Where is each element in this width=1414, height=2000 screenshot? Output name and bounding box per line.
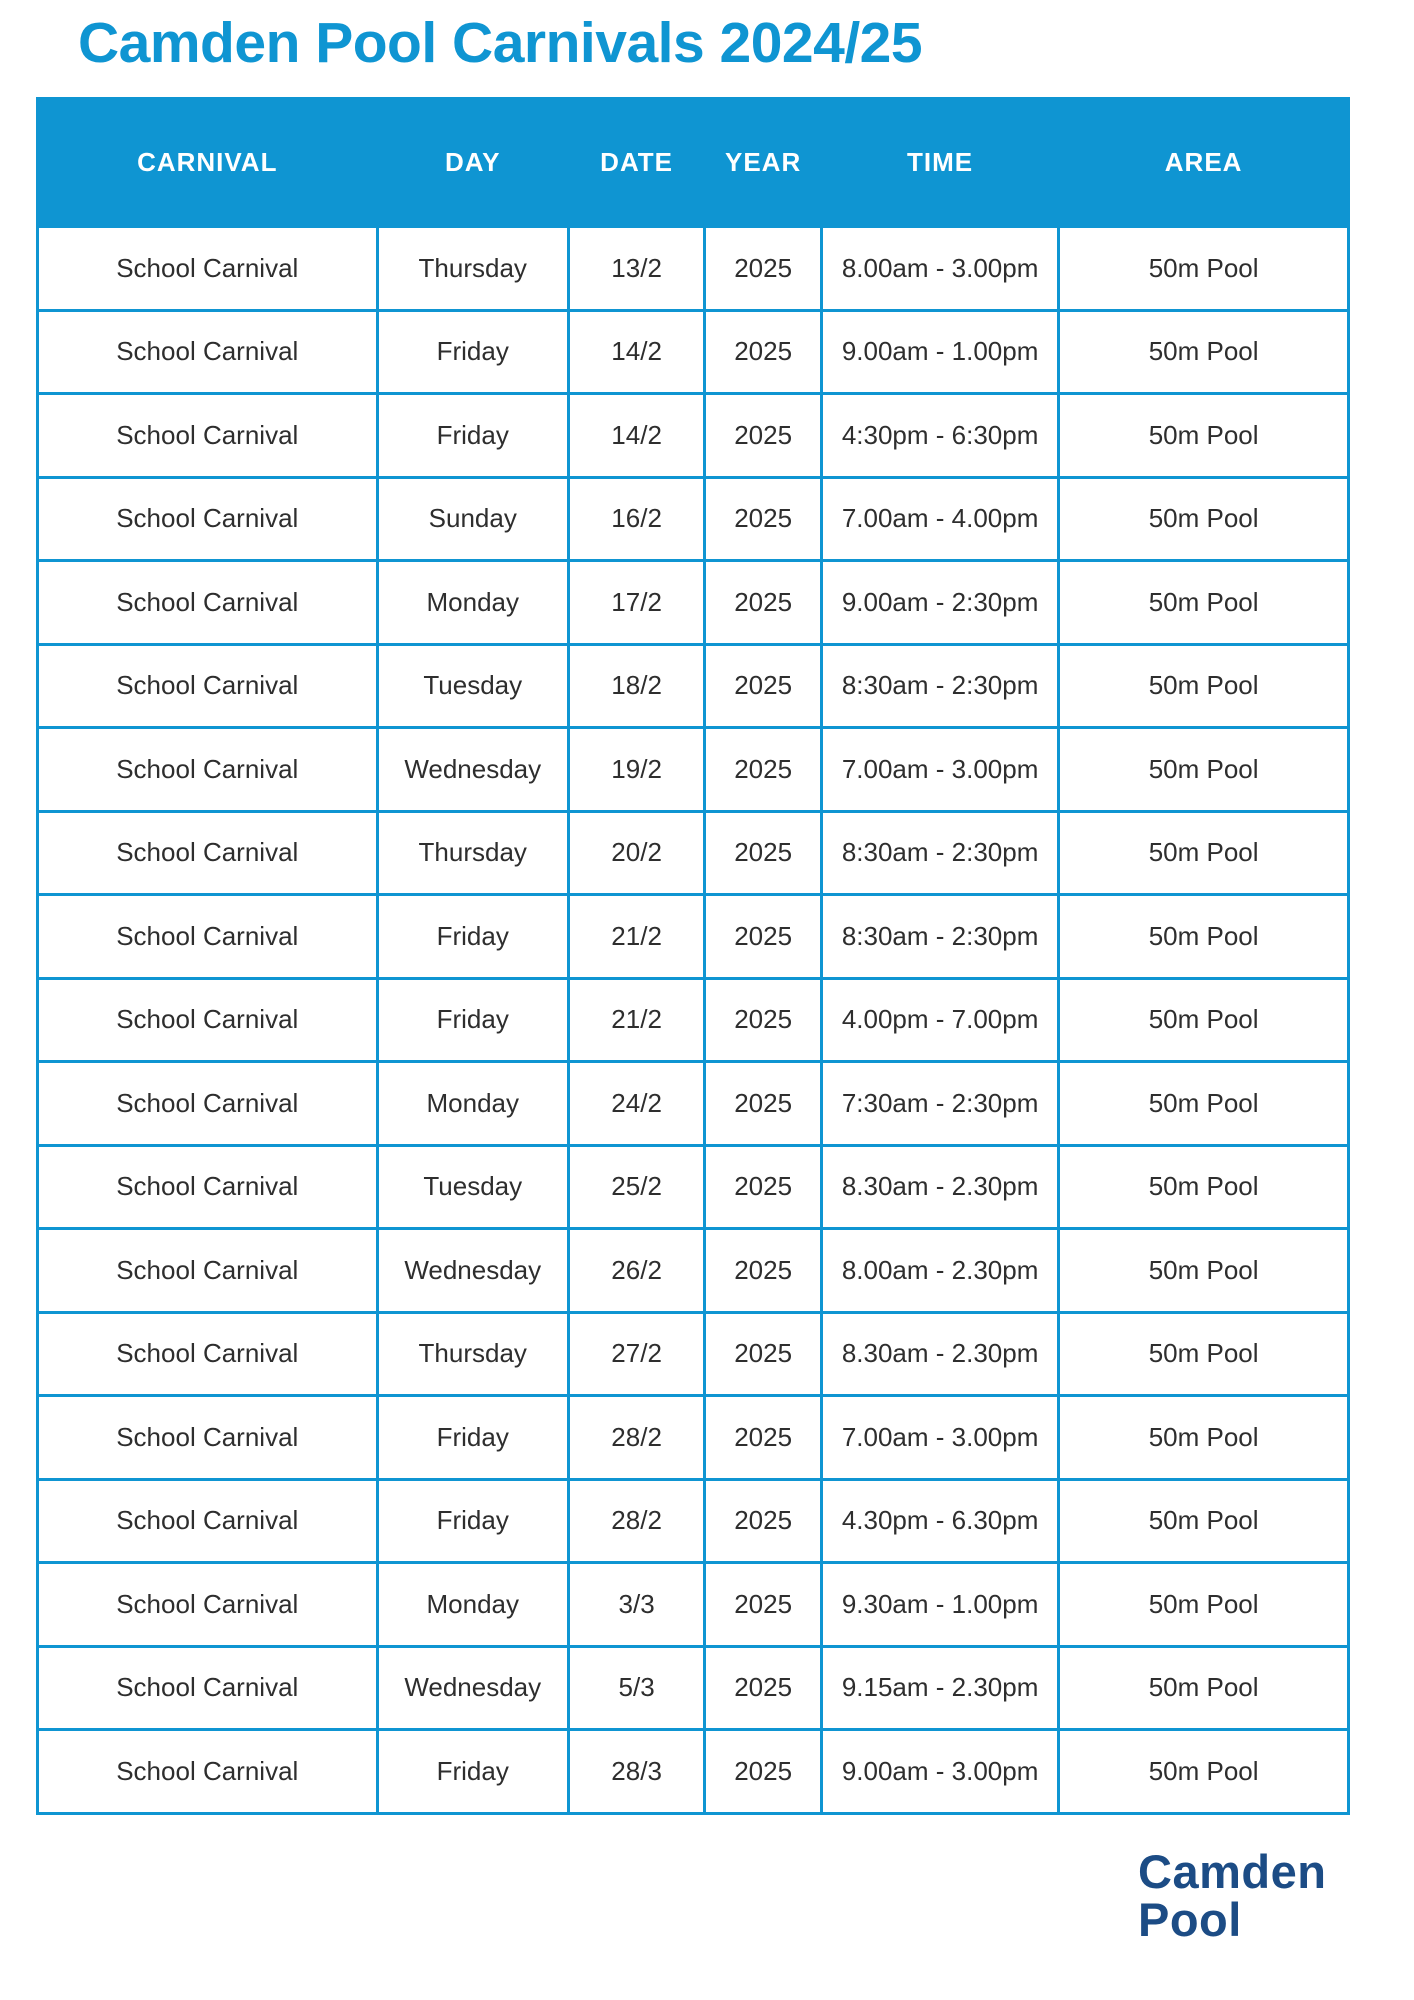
cell-area: 50m Pool <box>1059 394 1349 478</box>
cell-time: 7.00am - 4.00pm <box>821 477 1058 561</box>
cell-year: 2025 <box>705 477 822 561</box>
cell-area: 50m Pool <box>1059 227 1349 311</box>
cell-year: 2025 <box>705 1646 822 1730</box>
cell-carnival: School Carnival <box>38 1479 378 1563</box>
table-row <box>38 811 1349 895</box>
cell-carnival: School Carnival <box>38 1396 378 1480</box>
cell-time: 7.00am - 3.00pm <box>821 1396 1058 1480</box>
cell-area: 50m Pool <box>1059 1563 1349 1647</box>
cell-carnival: School Carnival <box>38 1229 378 1313</box>
cell-time: 9.30am - 1.00pm <box>821 1563 1058 1647</box>
cell-year: 2025 <box>705 1229 822 1313</box>
cell-carnival: School Carnival <box>38 644 378 728</box>
cell-area: 50m Pool <box>1059 477 1349 561</box>
column-header-carnival: CARNIVAL <box>38 99 378 227</box>
cell-date: 17/2 <box>568 561 704 645</box>
cell-year: 2025 <box>705 811 822 895</box>
table-row <box>38 644 1349 728</box>
logo-line-pool: Pool <box>1138 1893 1242 1947</box>
table-row <box>38 978 1349 1062</box>
cell-date: 20/2 <box>568 811 704 895</box>
cell-year: 2025 <box>705 1312 822 1396</box>
cell-area: 50m Pool <box>1059 561 1349 645</box>
table-row <box>38 728 1349 812</box>
cell-time: 8.00am - 3.00pm <box>821 227 1058 311</box>
cell-carnival: School Carnival <box>38 394 378 478</box>
cell-area: 50m Pool <box>1059 978 1349 1062</box>
cell-day: Tuesday <box>377 1145 568 1229</box>
table-row <box>38 1730 1349 1814</box>
cell-year: 2025 <box>705 1145 822 1229</box>
column-header-area: AREA <box>1059 99 1349 227</box>
table-row <box>38 477 1349 561</box>
cell-year: 2025 <box>705 561 822 645</box>
cell-year: 2025 <box>705 728 822 812</box>
cell-year: 2025 <box>705 644 822 728</box>
cell-time: 8:30am - 2:30pm <box>821 895 1058 979</box>
cell-date: 18/2 <box>568 644 704 728</box>
cell-time: 8:30am - 2:30pm <box>821 644 1058 728</box>
table-row <box>38 1646 1349 1730</box>
cell-carnival: School Carnival <box>38 895 378 979</box>
cell-date: 16/2 <box>568 477 704 561</box>
cell-carnival: School Carnival <box>38 811 378 895</box>
cell-time: 9.00am - 3.00pm <box>821 1730 1058 1814</box>
table-row <box>38 394 1349 478</box>
table-row <box>38 895 1349 979</box>
table-row <box>38 1229 1349 1313</box>
cell-carnival: School Carnival <box>38 1646 378 1730</box>
column-header-year: YEAR <box>705 99 822 227</box>
cell-day: Friday <box>377 310 568 394</box>
cell-date: 14/2 <box>568 310 704 394</box>
table-row <box>38 227 1349 311</box>
cell-date: 13/2 <box>568 227 704 311</box>
cell-area: 50m Pool <box>1059 310 1349 394</box>
cell-year: 2025 <box>705 1062 822 1146</box>
cell-date: 19/2 <box>568 728 704 812</box>
cell-area: 50m Pool <box>1059 644 1349 728</box>
cell-date: 28/3 <box>568 1730 704 1814</box>
cell-date: 28/2 <box>568 1396 704 1480</box>
column-header-date: DATE <box>568 99 704 227</box>
cell-time: 7:30am - 2:30pm <box>821 1062 1058 1146</box>
cell-year: 2025 <box>705 1396 822 1480</box>
cell-carnival: School Carnival <box>38 1062 378 1146</box>
cell-day: Thursday <box>377 1312 568 1396</box>
table-row <box>38 1396 1349 1480</box>
cell-area: 50m Pool <box>1059 1479 1349 1563</box>
cell-year: 2025 <box>705 895 822 979</box>
cell-year: 2025 <box>705 394 822 478</box>
cell-year: 2025 <box>705 310 822 394</box>
cell-carnival: School Carnival <box>38 561 378 645</box>
cell-area: 50m Pool <box>1059 1730 1349 1814</box>
cell-year: 2025 <box>705 1730 822 1814</box>
cell-day: Friday <box>377 394 568 478</box>
camden-pool-logo <box>1138 1845 1327 1947</box>
cell-time: 9.00am - 2:30pm <box>821 561 1058 645</box>
header-row <box>38 99 1349 227</box>
cell-day: Wednesday <box>377 728 568 812</box>
cell-day: Wednesday <box>377 1229 568 1313</box>
cell-day: Friday <box>377 1396 568 1480</box>
table-header <box>38 99 1349 227</box>
table-row <box>38 1563 1349 1647</box>
cell-time: 8:30am - 2:30pm <box>821 811 1058 895</box>
cell-carnival: School Carnival <box>38 1312 378 1396</box>
cell-carnival: School Carnival <box>38 1563 378 1647</box>
cell-date: 25/2 <box>568 1145 704 1229</box>
cell-day: Friday <box>377 1479 568 1563</box>
carnival-schedule-table <box>36 97 1350 1815</box>
cell-date: 3/3 <box>568 1563 704 1647</box>
cell-date: 21/2 <box>568 978 704 1062</box>
cell-date: 24/2 <box>568 1062 704 1146</box>
table-row <box>38 310 1349 394</box>
cell-carnival: School Carnival <box>38 728 378 812</box>
cell-year: 2025 <box>705 1479 822 1563</box>
cell-carnival: School Carnival <box>38 310 378 394</box>
cell-day: Tuesday <box>377 644 568 728</box>
cell-date: 27/2 <box>568 1312 704 1396</box>
cell-carnival: School Carnival <box>38 1730 378 1814</box>
cell-time: 8.30am - 2.30pm <box>821 1145 1058 1229</box>
cell-area: 50m Pool <box>1059 1396 1349 1480</box>
cell-carnival: School Carnival <box>38 1145 378 1229</box>
cell-time: 8.00am - 2.30pm <box>821 1229 1058 1313</box>
cell-area: 50m Pool <box>1059 895 1349 979</box>
cell-time: 8.30am - 2.30pm <box>821 1312 1058 1396</box>
cell-year: 2025 <box>705 978 822 1062</box>
cell-date: 21/2 <box>568 895 704 979</box>
cell-day: Thursday <box>377 811 568 895</box>
cell-year: 2025 <box>705 227 822 311</box>
cell-year: 2025 <box>705 1563 822 1647</box>
cell-date: 28/2 <box>568 1479 704 1563</box>
table-row <box>38 1479 1349 1563</box>
cell-day: Friday <box>377 1730 568 1814</box>
cell-day: Monday <box>377 561 568 645</box>
table-body <box>38 227 1349 1814</box>
cell-carnival: School Carnival <box>38 477 378 561</box>
cell-time: 4.30pm - 6.30pm <box>821 1479 1058 1563</box>
cell-day: Friday <box>377 895 568 979</box>
cell-area: 50m Pool <box>1059 811 1349 895</box>
page-title: Camden Pool Carnivals 2024/25 <box>78 11 923 75</box>
cell-area: 50m Pool <box>1059 1312 1349 1396</box>
cell-day: Monday <box>377 1062 568 1146</box>
cell-day: Friday <box>377 978 568 1062</box>
cell-day: Thursday <box>377 227 568 311</box>
cell-time: 4.00pm - 7.00pm <box>821 978 1058 1062</box>
cell-time: 7.00am - 3.00pm <box>821 728 1058 812</box>
cell-time: 9.15am - 2.30pm <box>821 1646 1058 1730</box>
cell-area: 50m Pool <box>1059 1646 1349 1730</box>
cell-time: 9.00am - 1.00pm <box>821 310 1058 394</box>
cell-day: Sunday <box>377 477 568 561</box>
cell-day: Monday <box>377 1563 568 1647</box>
cell-date: 26/2 <box>568 1229 704 1313</box>
table-row <box>38 1312 1349 1396</box>
logo-line-camden: Camden <box>1138 1845 1327 1898</box>
cell-day: Wednesday <box>377 1646 568 1730</box>
column-header-time: TIME <box>821 99 1058 227</box>
cell-area: 50m Pool <box>1059 728 1349 812</box>
cell-date: 5/3 <box>568 1646 704 1730</box>
table-row <box>38 1145 1349 1229</box>
cell-carnival: School Carnival <box>38 227 378 311</box>
cell-time: 4:30pm - 6:30pm <box>821 394 1058 478</box>
cell-area: 50m Pool <box>1059 1145 1349 1229</box>
column-header-day: DAY <box>377 99 568 227</box>
cell-date: 14/2 <box>568 394 704 478</box>
table-row <box>38 561 1349 645</box>
cell-carnival: School Carnival <box>38 978 378 1062</box>
cell-area: 50m Pool <box>1059 1229 1349 1313</box>
table-row <box>38 1062 1349 1146</box>
cell-area: 50m Pool <box>1059 1062 1349 1146</box>
